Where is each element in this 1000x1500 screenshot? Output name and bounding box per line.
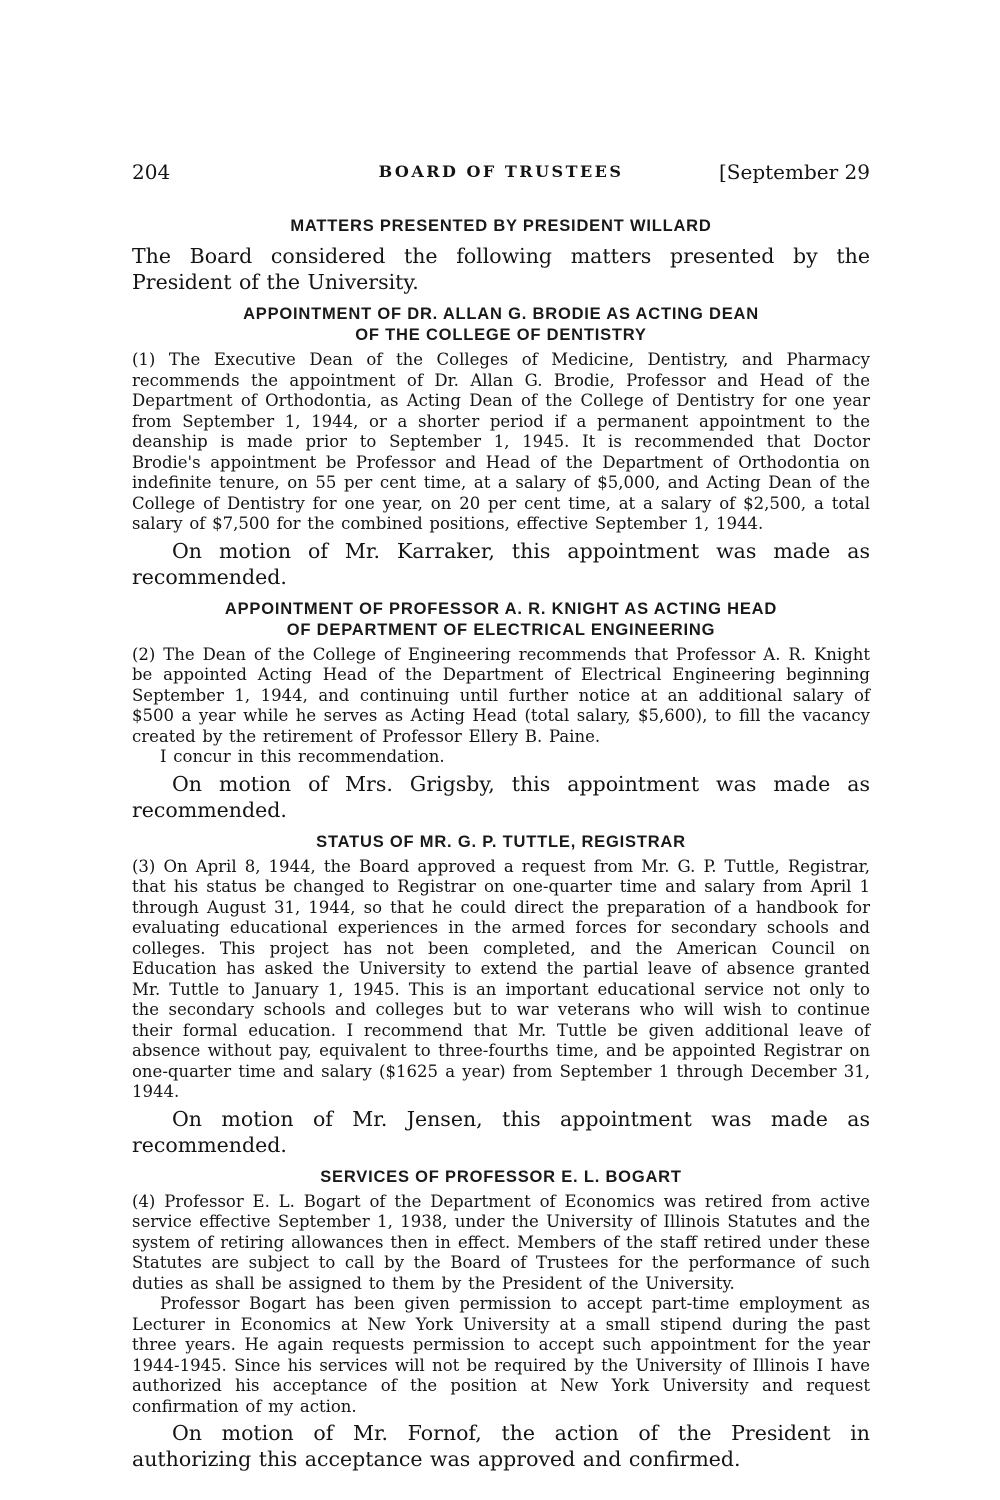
section-heading-line: SERVICES OF PROFESSOR E. L. BOGART	[320, 1167, 682, 1186]
date-marker: [September 29	[719, 160, 870, 184]
page-number: 204	[132, 160, 171, 184]
section-heading-line: APPOINTMENT OF DR. ALLAN G. BRODIE AS ACTING DEAN	[243, 305, 759, 323]
section-heading-bogart	[132, 1167, 870, 1188]
motion-paragraph: On motion of Mr. Karraker, this appointment was made as recommended.	[132, 538, 870, 589]
section-body: (1) The Executive Dean of the Colleges of Medicine, Dentistry, and Pharmacy recommends the appointment of Dr. Allan G. Brodie, Professor and Head of the Department of Orthodontia, as Acting Dean of the College of Dentistry for one year from September 1, 1944, or a shorter period if a permanent appointment to the deanship is made prior to September 1, 1945. It is recommended that Doctor Brodie's appointment be Professor and Head of the Department of Orthodontia on indefinite tenure, on 55 per cent time, at a salary of $5,000, and Acting Dean of the College of Dentistry for one year, on 20 per cent time, at a salary of $2,500, a total salary of $7,500 for the combined positions, effective September 1, 1944.	[132, 350, 870, 533]
section-heading-line: OF DEPARTMENT OF ELECTRICAL ENGINEERING	[286, 620, 716, 639]
intro-paragraph: The Board considered the following matters presented by the President of the University.	[132, 244, 870, 294]
motion-paragraph: On motion of Mrs. Grigsby, this appointment was made as recommended.	[132, 771, 870, 822]
running-header	[132, 160, 870, 190]
section-heading-tuttle	[132, 832, 870, 853]
section-body: (4) Professor E. L. Bogart of the Department of Economics was retired from active service effective September 1, 1938, under the University of Illinois Statutes and the system of retiring allowances then in effect. Members of the staff retired under these Statutes are subject to call by the Board of Trustees for the performance of such duties as shall be assigned to them by the President of the University.	[132, 1191, 870, 1293]
page-content	[132, 160, 870, 1474]
section-body: (3) On April 8, 1944, the Board approved a request from Mr. G. P. Tuttle, Registrar, that his status be changed to Registrar on one-quarter time and salary from April 1 through August 31, 1944, so that he could direct the preparation of a handbook for evaluating educational experiences in the armed forces for secondary schools and colleges. This project has not been completed, and the American Council on Education has asked the University to extend the partial leave of absence granted Mr. Tuttle to January 1, 1945. This is an important educational service not only to the secondary schools and colleges but to war veterans who will wish to continue their formal education. I recommend that Mr. Tuttle be given additional leave of absence without pay, equivalent to three-fourths time, and be appointed Registrar on one-quarter time and salary ($1625 a year) from September 1 through December 31, 1944.	[132, 856, 870, 1101]
section-heading-knight	[132, 599, 870, 641]
section-heading-line: STATUS OF MR. G. P. TUTTLE, REGISTRAR	[316, 832, 686, 851]
section-heading-brodie	[132, 304, 870, 346]
motion-paragraph: On motion of Mr. Fornof, the action of the President in authorizing this acceptance was approved and confirmed.	[132, 1421, 870, 1471]
section-heading-line: APPOINTMENT OF PROFESSOR A. R. KNIGHT AS ACTING HEAD	[224, 599, 778, 618]
main-heading: MATTERS PRESENTED BY PRESIDENT WILLARD	[290, 217, 712, 235]
running-title: BOARD OF TRUSTEES	[378, 162, 624, 181]
section-body-continued: Professor Bogart has been given permission to accept part-time employment as Lecturer in Economics at New York University at a small stipend during the past three years. He again requests permission to accept such appointment for the year 1944-1945. Since his services will not be required by the University of Illinois I have authorized his acceptance of the position at New York University and request confirmation of my action.	[132, 1294, 870, 1416]
motion-paragraph: On motion of Mr. Jensen, this appointment was made as recommended.	[132, 1106, 870, 1157]
section-heading-line: OF THE COLLEGE OF DENTISTRY	[355, 326, 647, 344]
concur-paragraph: I concur in this recommendation.	[160, 747, 445, 766]
section-body: (2) The Dean of the College of Engineering recommends that Professor A. R. Knight be appointed Acting Head of the Department of Electrical Engineering beginning September 1, 1944, and continuing until further notice at an additional salary of $500 a year while he serves as Acting Head (total salary, $5,600), to fill the vacancy created by the retirement of Professor Ellery B. Paine.	[132, 644, 870, 746]
